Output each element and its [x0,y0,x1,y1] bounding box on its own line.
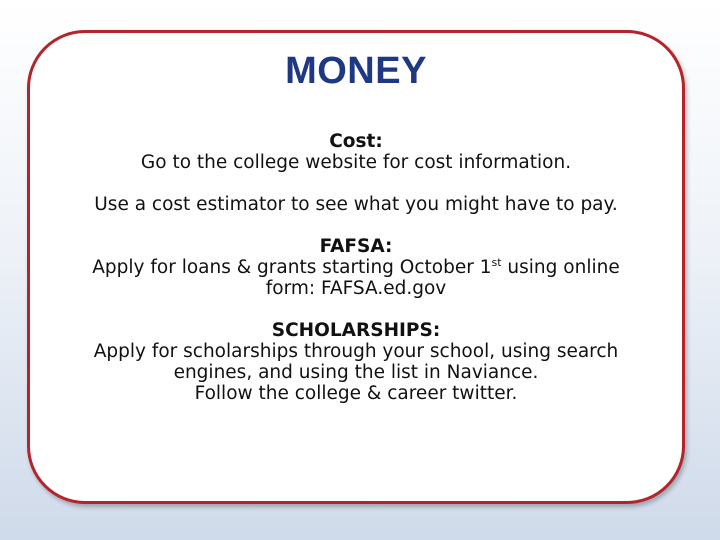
fafsa-section [30,236,682,299]
estimator-text: Use a cost estimator to see what you might have to pay. [94,194,618,215]
scholarships-text-line-1: Apply for scholarships through your school, using search [93,341,619,362]
estimator-section [30,194,682,215]
cost-section [30,131,682,173]
fafsa-text-line-1 [30,257,682,278]
fafsa-text-end: using online [501,257,620,278]
scholarships-section [30,320,682,404]
scholarships-heading: SCHOLARSHIPS: [271,320,441,341]
scholarships-text-line-3: Follow the college & career twitter. [194,383,518,404]
page-title: MONEY [285,50,427,92]
scholarships-text-line-2: engines, and using the list in Naviance. [173,362,539,383]
content-body [30,131,682,404]
content-card [27,30,685,504]
ordinal-suffix: st [491,255,502,269]
fafsa-heading: FAFSA: [319,236,393,257]
fafsa-text-line-2: form: FAFSA.ed.gov [265,278,447,299]
cost-heading: Cost: [329,131,383,152]
cost-text: Go to the college website for cost information. [140,152,572,173]
fafsa-text-start: Apply for loans & grants starting October 1 [92,257,492,278]
